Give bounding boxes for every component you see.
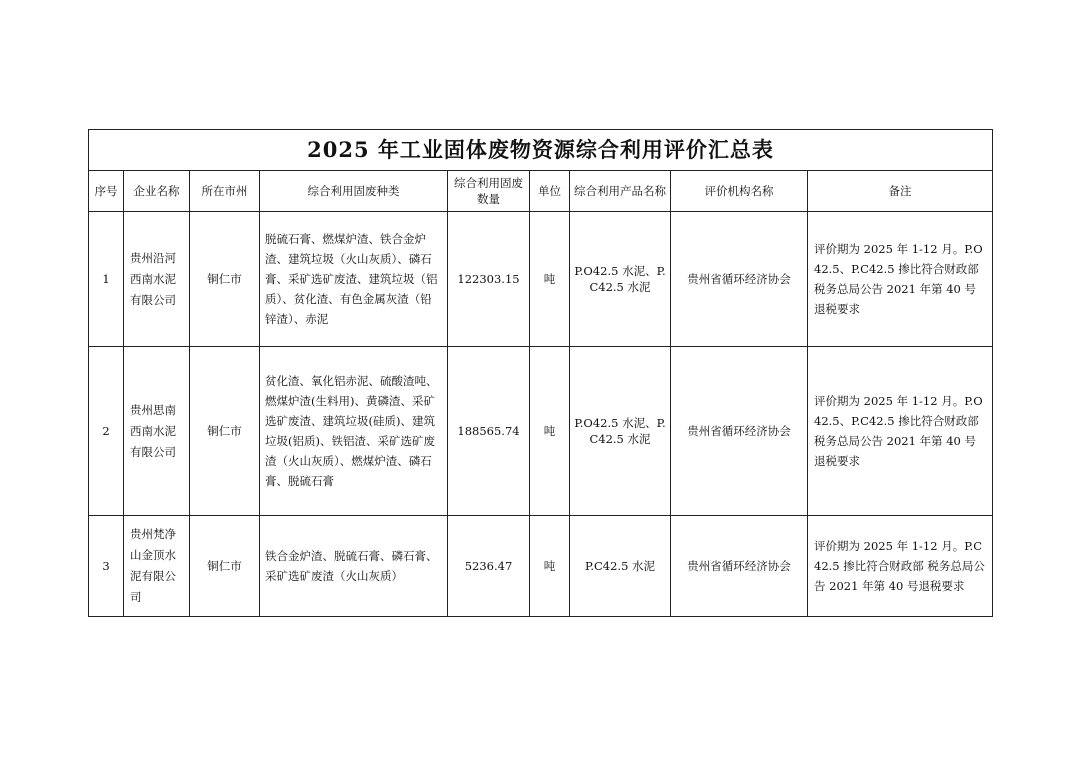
cell-unit: 吨 <box>530 347 570 516</box>
cell-city: 铜仁市 <box>190 347 260 516</box>
cell-waste-types: 铁合金炉渣、脱硫石膏、磷石膏、采矿选矿废渣（火山灰质） <box>260 516 448 617</box>
header-company: 企业名称 <box>124 171 190 212</box>
cell-quantity: 188565.74 <box>448 347 530 516</box>
cell-waste-types: 脱硫石膏、燃煤炉渣、铁合金炉渣、建筑垃圾（火山灰质）、磷石膏、采矿选矿废渣、建筑垃圾（铝质）、贫化渣、有色金属灰渣（铅锌渣）、赤泥 <box>260 212 448 347</box>
header-agency: 评价机构名称 <box>671 171 808 212</box>
header-row <box>89 171 993 212</box>
cell-agency: 贵州省循环经济协会 <box>671 516 808 617</box>
cell-seq: 2 <box>89 347 124 516</box>
cell-notes: 评价期为 2025 年 1-12 月。P.O42.5、P.C42.5 掺比符合财政部 税务总局公告 2021 年第 40 号退税要求 <box>808 212 993 347</box>
cell-products: P.O42.5 水泥、P.C42.5 水泥 <box>570 347 671 516</box>
cell-waste-types: 贫化渣、氧化铝赤泥、硫酸渣吨、燃煤炉渣(生料用)、黄磷渣、采矿选矿废渣、建筑垃圾(硅质)、建筑垃圾(铝质)、铁铝渣、采矿选矿废渣（火山灰质）、燃煤炉渣、磷石膏、脱硫石膏 <box>260 347 448 516</box>
cell-products: P.O42.5 水泥、P.C42.5 水泥 <box>570 212 671 347</box>
cell-unit: 吨 <box>530 516 570 617</box>
header-products: 综合利用产品名称 <box>570 171 671 212</box>
cell-agency: 贵州省循环经济协会 <box>671 212 808 347</box>
table-row <box>89 212 993 347</box>
header-unit: 单位 <box>530 171 570 212</box>
cell-company: 贵州思南西南水泥有限公司 <box>124 347 190 516</box>
cell-company: 贵州沿河西南水泥有限公司 <box>124 212 190 347</box>
cell-city: 铜仁市 <box>190 212 260 347</box>
cell-seq: 1 <box>89 212 124 347</box>
summary-table <box>88 129 993 617</box>
cell-products: P.C42.5 水泥 <box>570 516 671 617</box>
cell-notes: 评价期为 2025 年 1-12 月。P.C42.5 掺比符合财政部 税务总局公告 2021 年第 40 号退税要求 <box>808 516 993 617</box>
cell-quantity: 5236.47 <box>448 516 530 617</box>
header-city: 所在市州 <box>190 171 260 212</box>
cell-seq: 3 <box>89 516 124 617</box>
cell-unit: 吨 <box>530 212 570 347</box>
cell-notes: 评价期为 2025 年 1-12 月。P.O42.5、P.C42.5 掺比符合财政部 税务总局公告 2021 年第 40 号退税要求 <box>808 347 993 516</box>
table-title: 2025 年工业固体废物资源综合利用评价汇总表 <box>89 130 993 171</box>
table-row <box>89 516 993 617</box>
header-seq: 序号 <box>89 171 124 212</box>
cell-city: 铜仁市 <box>190 516 260 617</box>
header-waste-types: 综合利用固废种类 <box>260 171 448 212</box>
header-notes: 备注 <box>808 171 993 212</box>
table-row <box>89 347 993 516</box>
header-quantity: 综合利用固废数量 <box>448 171 530 212</box>
cell-company: 贵州梵净山金顶水泥有限公司 <box>124 516 190 617</box>
cell-agency: 贵州省循环经济协会 <box>671 347 808 516</box>
cell-quantity: 122303.15 <box>448 212 530 347</box>
